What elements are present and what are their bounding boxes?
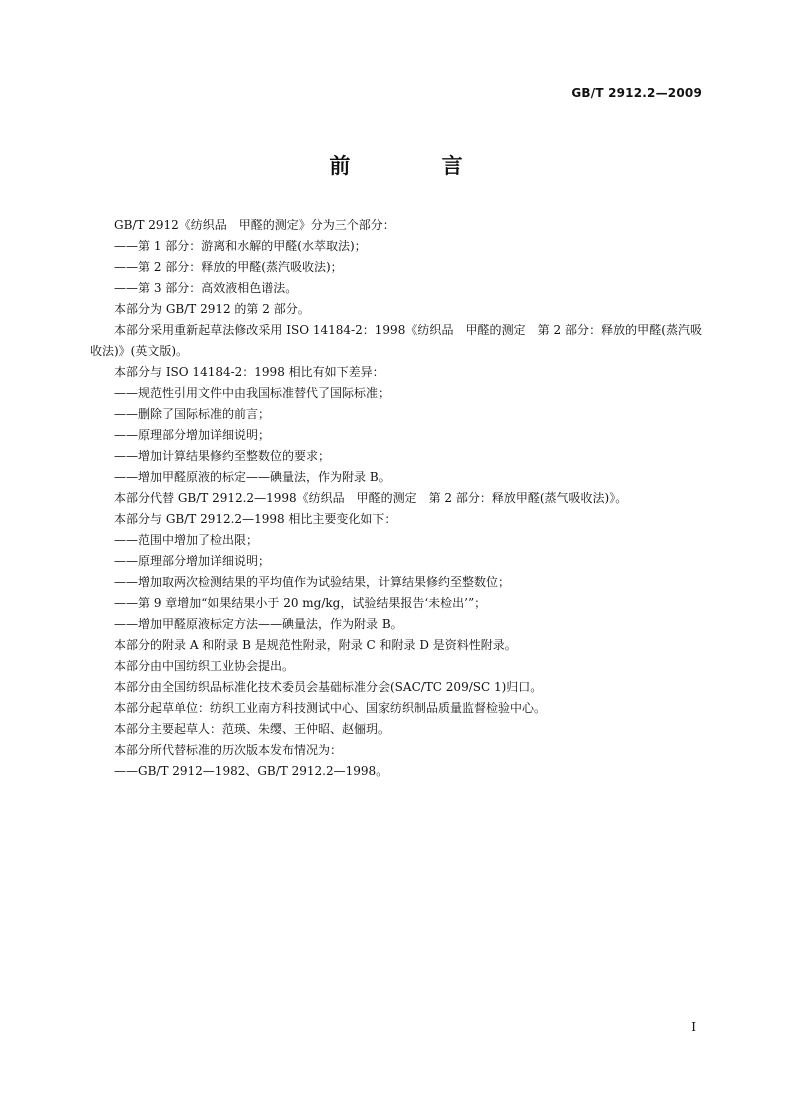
list-item: ——删除了国际标准的前言； bbox=[114, 407, 271, 421]
paragraph: 本部分与 GB/T 2912.2—1998 相比主要变化如下： bbox=[114, 512, 397, 526]
paragraph: 本部分由中国纺织工业协会提出。 bbox=[114, 659, 295, 673]
paragraph: 本部分代替 GB/T 2912.2—1998《纺织品 甲醛的测定 第 2 部分：释放甲醛(蒸气吸收法)》。 bbox=[114, 491, 628, 505]
list-item: ——第 1 部分：游离和水解的甲醛(水萃取法)； bbox=[114, 239, 367, 253]
page-title: 前 言 bbox=[329, 154, 505, 178]
paragraph: 本部分采用重新起草法修改采用 ISO 14184-2：1998《纺织品 甲醛的测定 第 2 部分：释放的甲醛(蒸汽吸收法)》(英文版)。 bbox=[90, 323, 702, 358]
list-item: ——原理部分增加详细说明； bbox=[114, 428, 271, 442]
document-body bbox=[90, 215, 702, 782]
paragraph: 本部分的附录 A 和附录 B 是规范性附录，附录 C 和附录 D 是资料性附录。 bbox=[114, 638, 517, 652]
paragraph: 本部分由全国纺织品标准化技术委员会基础标准分会(SAC/TC 209/SC 1)归口。 bbox=[114, 680, 543, 694]
paragraph: 本部分起草单位：纺织工业南方科技测试中心、国家纺织制品质量监督检验中心。 bbox=[114, 701, 547, 715]
list-item: ——原理部分增加详细说明； bbox=[114, 554, 271, 568]
list-item: ——增加甲醛原液标定方法——碘量法，作为附录 B。 bbox=[114, 617, 403, 631]
list-item: ——范围中增加了检出限； bbox=[114, 533, 259, 547]
list-item: ——GB/T 2912—1982、GB/T 2912.2—1998。 bbox=[114, 764, 389, 778]
paragraph: 本部分主要起草人：范瑛、朱缨、王仲昭、赵俪玥。 bbox=[114, 722, 391, 736]
standard-number: GB/T 2912.2—2009 bbox=[571, 86, 702, 100]
list-item: ——第 9 章增加“如果结果小于 20 mg/kg，试验结果报告‘未检出’”； bbox=[114, 596, 487, 610]
list-item: ——增加计算结果修约至整数位的要求； bbox=[114, 449, 331, 463]
paragraph: GB/T 2912《纺织品 甲醛的测定》分为三个部分： bbox=[114, 218, 395, 232]
list-item: ——规范性引用文件中由我国标准替代了国际标准； bbox=[114, 386, 391, 400]
paragraph: 本部分为 GB/T 2912 的第 2 部分。 bbox=[114, 302, 310, 316]
paragraph: 本部分与 ISO 14184-2：1998 相比有如下差异： bbox=[114, 365, 385, 379]
page-number: I bbox=[691, 1020, 696, 1034]
paragraph: 本部分所代替标准的历次版本发布情况为： bbox=[114, 743, 343, 757]
list-item: ——增加取两次检测结果的平均值作为试验结果，计算结果修约至整数位； bbox=[114, 575, 511, 589]
list-item: ——增加甲醛原液的标定——碘量法，作为附录 B。 bbox=[114, 470, 391, 484]
list-item: ——第 2 部分：释放的甲醛(蒸汽吸收法)； bbox=[114, 260, 343, 274]
list-item: ——第 3 部分：高效液相色谱法。 bbox=[114, 281, 298, 295]
